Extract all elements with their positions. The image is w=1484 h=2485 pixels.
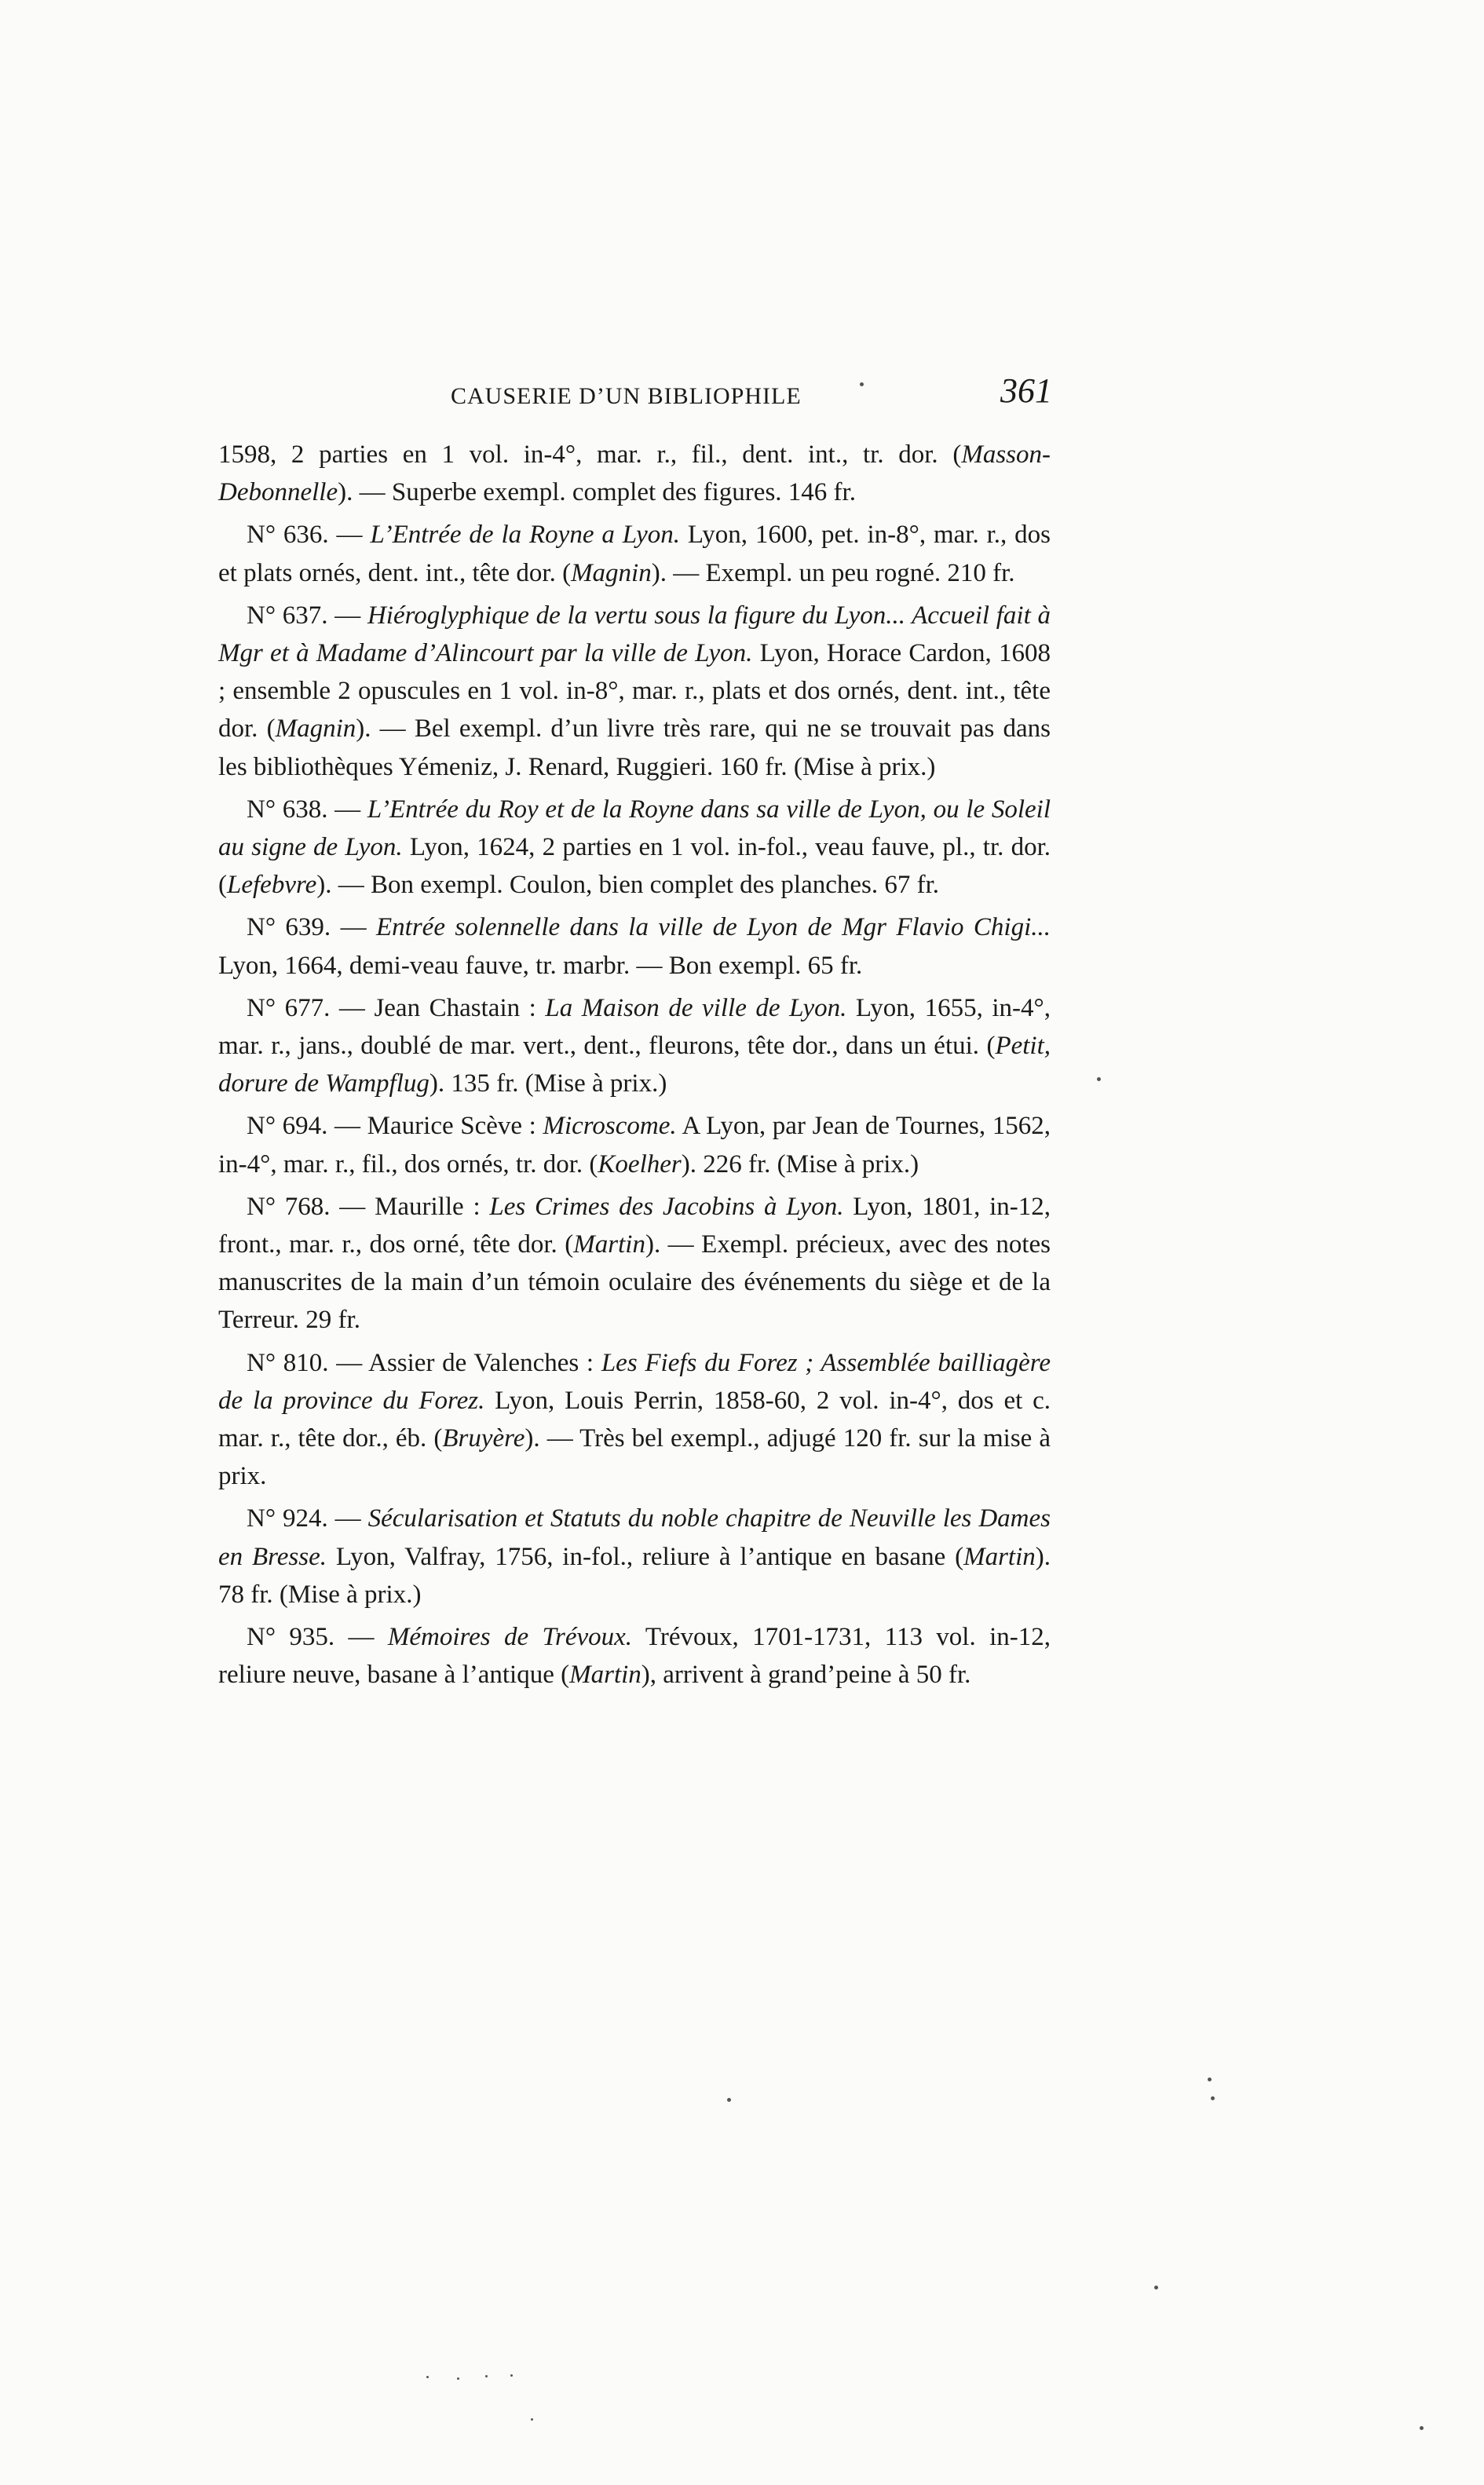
entry-810: N° 810. — Assier de Valenches : Les Fiefs du Forez ; Assemblée bailliagère de la province du Forez. Lyon, Louis Perrin, 1858-60, 2 vol. in-4°, dos et c. mar. r., tête dor., éb. (Bruyère). — Très bel exempl., adjugé 120 fr. sur la mise à prix. <box>218 1348 1051 1491</box>
paper-speck <box>485 2375 488 2377</box>
entry-935: N° 935. — Mémoires de Trévoux. Trévoux, 1701-1731, 113 vol. in-12, reliure neuve, basane à l’antique (Martin), arrivent à grand’peine à 50 fr. <box>218 1623 1051 1690</box>
entry-694: N° 694. — Maurice Scève : Microscome. A Lyon, par Jean de Tournes, 1562, in-4°, mar. r., fil., dos ornés, tr. dor. (Koelher). 226 fr. (Mise à prix.) <box>218 1112 1051 1179</box>
running-head <box>218 369 1052 424</box>
paper-speck <box>1208 2078 1212 2081</box>
entry-924: N° 924. — Sécularisation et Statuts du noble chapitre de Neuville les Dames en Bresse. Lyon, Valfray, 1756, in-fol., reliure à l’antique en basane (Martin). 78 fr. (Mise à prix.) <box>218 1504 1051 1609</box>
entry-677: N° 677. — Jean Chastain : La Maison de ville de Lyon. Lyon, 1655, in-4°, mar. r., jans., doublé de mar. vert., dent., fleurons, tête dor., dans un étui. (Petit, dorure de Wampflug). 135 fr. (Mise à prix.) <box>218 993 1051 1098</box>
paper-speck <box>1211 2096 1215 2100</box>
entry-639: N° 639. — Entrée solennelle dans la ville de Lyon de Mgr Flavio Chigi... Lyon, 1664, demi-veau fauve, tr. marbr. — Bon exempl. 65 fr. <box>218 913 1051 980</box>
running-title: CAUSERIE D’UN BIBLIOPHILE <box>451 383 802 409</box>
entry-638: N° 638. — L’Entrée du Roy et de la Royne dans sa ville de Lyon, ou le Soleil au signe de Lyon. Lyon, 1624, 2 parties en 1 vol. in-fol., veau fauve, pl., tr. dor. (Lefebvre). — Bon exempl. Coulon, bien complet des planches. 67 fr. <box>218 795 1051 900</box>
paper-speck <box>860 382 864 386</box>
paper-speck <box>426 2376 429 2378</box>
page-number: 361 <box>1000 371 1052 410</box>
paper-speck <box>531 2418 533 2421</box>
entry-637: N° 637. — Hiéroglyphique de la vertu sous la figure du Lyon... Accueil fait à Mgr et à Madame d’Alincourt par la ville de Lyon. Lyon, Horace Cardon, 1608 ; ensemble 2 opuscules en 1 vol. in-8°, mar. r., plats et dos ornés, dent. int., tête dor. (Magnin). — Bel exempl. d’un livre très rare, qui ne se trouvait pas dans les bibliothèques Yémeniz, J. Renard, Ruggieri. 160 fr. (Mise à prix.) <box>218 601 1051 781</box>
entry-continuation: 1598, 2 parties en 1 vol. in-4°, mar. r., fil., dent. int., tr. dor. (Masson-Debonnelle). — Superbe exempl. complet des figures. 146 fr. <box>218 440 1051 507</box>
paper-speck <box>1154 2286 1158 2289</box>
paper-speck <box>1420 2426 1424 2430</box>
entry-636: N° 636. — L’Entrée de la Royne a Lyon. Lyon, 1600, pet. in-8°, mar. r., dos et plats ornés, dent. int., tête dor. (Magnin). — Exempl. un peu rogné. 210 fr. <box>218 521 1051 587</box>
paper-speck <box>727 2098 731 2102</box>
entry-768: N° 768. — Maurille : Les Crimes des Jacobins à Lyon. Lyon, 1801, in-12, front., mar. r., dos orné, tête dor. (Martin). — Exempl. précieux, avec des notes manuscrites de la main d’un témoin oculaire des événements du siège et de la Terreur. 29 fr. <box>218 1192 1051 1335</box>
catalogue-text <box>218 436 1051 1699</box>
paper-speck <box>457 2377 459 2380</box>
paper-speck <box>1097 1077 1101 1081</box>
paper-speck <box>510 2374 513 2377</box>
